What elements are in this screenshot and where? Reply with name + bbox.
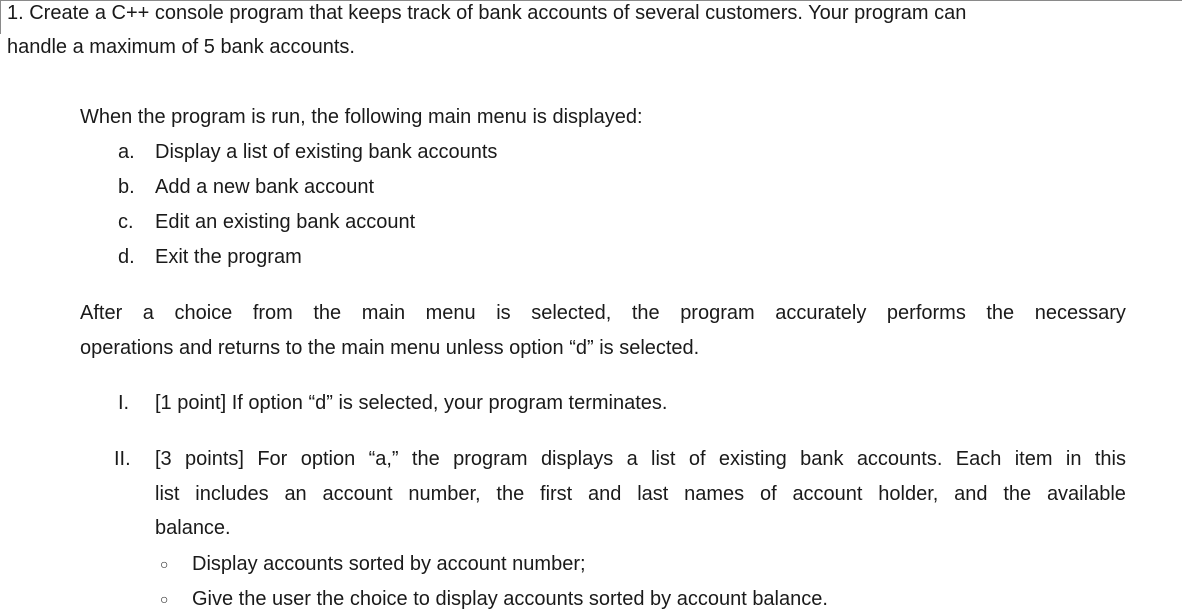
sub-bullet-text: Display accounts sorted by account number; bbox=[192, 553, 586, 575]
word: names bbox=[684, 483, 745, 505]
word: available bbox=[1046, 483, 1126, 505]
word: last bbox=[637, 483, 669, 505]
question-line-1: 1. Create a C++ console program that keeps track of bank accounts of several customers. Your program can bbox=[7, 2, 967, 24]
menu-item-text: Display a list of existing bank accounts bbox=[155, 141, 498, 163]
word: main bbox=[361, 302, 406, 324]
word: menu bbox=[425, 302, 476, 324]
menu-item-marker: c. bbox=[118, 211, 134, 233]
menu-item-text: Exit the program bbox=[155, 246, 302, 268]
menu-item-marker: d. bbox=[118, 246, 135, 268]
word: Each bbox=[955, 448, 1002, 470]
word: this bbox=[1094, 448, 1126, 470]
word: account bbox=[792, 483, 863, 505]
word: is bbox=[496, 302, 511, 324]
word: the bbox=[631, 302, 660, 324]
word: program bbox=[453, 448, 528, 470]
word: displays bbox=[540, 448, 614, 470]
word: program bbox=[680, 302, 755, 324]
word: of bbox=[759, 483, 777, 505]
requirement-text: [1 point] If option “d” is selected, your program terminates. bbox=[155, 392, 668, 414]
word: and bbox=[954, 483, 988, 505]
word: the bbox=[313, 302, 342, 324]
word: the bbox=[986, 302, 1015, 324]
word: “a,” bbox=[368, 448, 399, 470]
word: [3 bbox=[155, 448, 172, 470]
word: from bbox=[252, 302, 293, 324]
requirement-text-line bbox=[155, 482, 1126, 506]
word: the bbox=[411, 448, 440, 470]
left-border bbox=[0, 0, 1, 34]
word: list bbox=[651, 448, 676, 470]
sub-bullet-text: Give the user the choice to display accounts sorted by account balance. bbox=[192, 588, 828, 610]
requirement-text-line: balance. bbox=[155, 517, 231, 539]
word: performs bbox=[886, 302, 966, 324]
word: of bbox=[688, 448, 706, 470]
circle-bullet-icon: ○ bbox=[160, 591, 169, 607]
word: selected, bbox=[531, 302, 612, 324]
word: choice bbox=[174, 302, 233, 324]
word: item bbox=[1014, 448, 1053, 470]
word: and bbox=[588, 483, 622, 505]
requirement-text-line bbox=[155, 447, 1126, 471]
after-choice-line-2: operations and returns to the main menu unless option “d” is selected. bbox=[80, 337, 700, 359]
circle-bullet-icon: ○ bbox=[160, 556, 169, 572]
word: in bbox=[1065, 448, 1082, 470]
requirement-marker: I. bbox=[118, 392, 130, 414]
word: existing bbox=[718, 448, 787, 470]
word: holder, bbox=[878, 483, 939, 505]
word: option bbox=[300, 448, 356, 470]
word: After bbox=[80, 302, 123, 324]
word: includes bbox=[195, 483, 269, 505]
word: necessary bbox=[1034, 302, 1126, 324]
word: a bbox=[142, 302, 154, 324]
word: an bbox=[284, 483, 307, 505]
question-line-2: handle a maximum of 5 bank accounts. bbox=[7, 36, 355, 58]
word: accurately bbox=[775, 302, 867, 324]
word: account bbox=[322, 483, 393, 505]
word: bank bbox=[800, 448, 844, 470]
word: a bbox=[626, 448, 638, 470]
word: the bbox=[496, 483, 525, 505]
word: points] bbox=[185, 448, 244, 470]
requirement-marker: II. bbox=[114, 448, 131, 470]
word: accounts. bbox=[856, 448, 943, 470]
menu-intro: When the program is run, the following main menu is displayed: bbox=[80, 106, 643, 128]
word: list bbox=[155, 483, 180, 505]
menu-item-text: Add a new bank account bbox=[155, 176, 375, 198]
after-choice-line-1 bbox=[80, 301, 1126, 325]
menu-item-text: Edit an existing bank account bbox=[155, 211, 416, 233]
word: first bbox=[540, 483, 573, 505]
word: For bbox=[257, 448, 288, 470]
menu-item-marker: b. bbox=[118, 176, 135, 198]
menu-item-marker: a. bbox=[118, 141, 135, 163]
word: number, bbox=[408, 483, 481, 505]
word: the bbox=[1003, 483, 1032, 505]
